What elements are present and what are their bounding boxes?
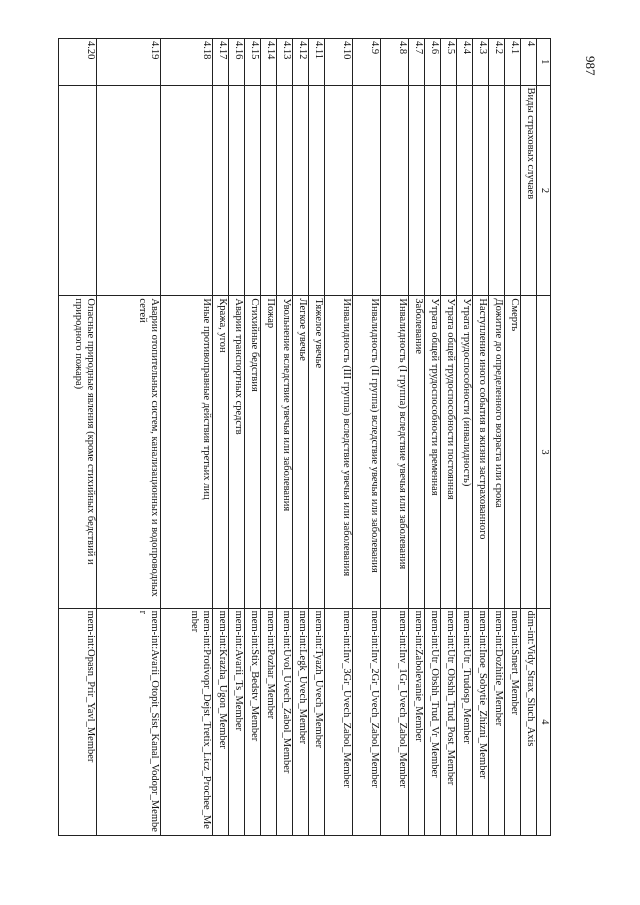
taxonomy-code-cell: dim-int:Vidy_Strax_Sluch_Axis (521, 608, 537, 835)
table-body (59, 39, 537, 836)
table-row (277, 39, 293, 836)
case-type-cell (59, 85, 97, 296)
case-description-cell: Стихийные бедствия (245, 296, 261, 608)
table-row (409, 39, 425, 836)
case-type-cell (161, 85, 213, 296)
case-type-cell (229, 85, 245, 296)
row-number-cell: 4.18 (161, 39, 213, 86)
taxonomy-code-cell: mem-int:Stix_Bedstv_Member (245, 608, 261, 835)
row-number-cell: 4.1 (505, 39, 521, 86)
column-header-1: 1 (537, 39, 551, 86)
rotated-table-frame (73, 38, 551, 836)
taxonomy-code-cell: mem-int:Inv_3Gr_Uvech_Zabol_Member (325, 608, 353, 835)
case-description-cell (521, 296, 537, 608)
case-type-cell (277, 85, 293, 296)
taxonomy-code-cell: mem-int:Dozhitie_Member (489, 608, 505, 835)
case-description-cell: Аварии транспортных средств (229, 296, 245, 608)
case-description-cell: Наступление иного события в жизни застрахованного (473, 296, 489, 608)
column-header-3: 3 (537, 296, 551, 608)
table-row (161, 39, 213, 836)
table-row (229, 39, 245, 836)
taxonomy-code-cell: mem-int:Tyazh_Uvech_Member (309, 608, 325, 835)
table-row (261, 39, 277, 836)
taxonomy-code-cell: mem-int:Avarii_Otopit_Sist_Kanal_Vodopr_Member (97, 608, 161, 835)
case-description-cell: Иные противоправные действия третьих лиц (161, 296, 213, 608)
case-description-cell: Смерть (505, 296, 521, 608)
table-row (293, 39, 309, 836)
taxonomy-code-cell: mem-int:Utr_Obshh_Trud_Vr_Member (425, 608, 441, 835)
row-number-cell: 4 (521, 39, 537, 86)
table-row (353, 39, 381, 836)
row-number-cell: 4.5 (441, 39, 457, 86)
row-number-cell: 4.15 (245, 39, 261, 86)
taxonomy-code-cell: mem-int:Pozhar_Member (261, 608, 277, 835)
case-type-cell: Виды страховых случаев (521, 85, 537, 296)
taxonomy-code-cell: mem-int:Inv_2Gr_Uvech_Zabol_Member (353, 608, 381, 835)
table-row (457, 39, 473, 836)
table-row (213, 39, 229, 836)
case-type-cell (293, 85, 309, 296)
taxonomy-code-cell: mem-int:Krazha_Ugon_Member (213, 608, 229, 835)
case-type-cell (245, 85, 261, 296)
row-number-cell: 4.14 (261, 39, 277, 86)
row-number-cell: 4.6 (425, 39, 441, 86)
row-number-cell: 4.19 (97, 39, 161, 86)
case-description-cell: Утрата общей трудоспособности временная (425, 296, 441, 608)
case-type-cell (325, 85, 353, 296)
case-description-cell: Заболевание (409, 296, 425, 608)
case-description-cell: Легкое увечье (293, 296, 309, 608)
column-header-4: 4 (537, 608, 551, 835)
case-description-cell: Утрата общей трудоспособности постоянная (441, 296, 457, 608)
case-description-cell: Утрата трудоспособности (инвалидность) (457, 296, 473, 608)
table-row (59, 39, 97, 836)
table-row (381, 39, 409, 836)
page-number: 987 (583, 56, 598, 76)
taxonomy-code-cell: mem-int:Smert_Member (505, 608, 521, 835)
table-header-row (537, 39, 551, 836)
case-type-cell (457, 85, 473, 296)
table-row (441, 39, 457, 836)
row-number-cell: 4.3 (473, 39, 489, 86)
row-number-cell: 4.2 (489, 39, 505, 86)
case-type-cell (353, 85, 381, 296)
table-row (473, 39, 489, 836)
case-description-cell: Дожитие до определенного возраста или срока (489, 296, 505, 608)
case-description-cell: Инвалидность (I группа) вследствие увечья или заболевания (381, 296, 409, 608)
taxonomy-code-cell: mem-int:Utr_Obshh_Trud_Post_Member (441, 608, 457, 835)
taxonomy-code-cell: mem-int:Uvol_Uvech_Zabol_Member (277, 608, 293, 835)
case-type-cell (489, 85, 505, 296)
taxonomy-code-cell: mem-int:Opasn_Prir_Yavl_Member (59, 608, 97, 835)
case-description-cell: Опасные природные явления (кроме стихийных бедствий и природного пожара) (59, 296, 97, 608)
table-row (521, 39, 537, 836)
document-table-wrapper (73, 38, 551, 836)
case-type-cell (473, 85, 489, 296)
taxonomy-code-cell: mem-int:Avarii_Ts_Member (229, 608, 245, 835)
table-row (97, 39, 161, 836)
insurance-cases-table (58, 38, 551, 836)
case-description-cell: Аварии отопительных систем, канализационных и водопроводных сетей (97, 296, 161, 608)
taxonomy-code-cell: mem-int:Utr_Trudosp_Member (457, 608, 473, 835)
row-number-cell: 4.16 (229, 39, 245, 86)
row-number-cell: 4.13 (277, 39, 293, 86)
taxonomy-code-cell: mem-int:Inv_1Gr_Uvech_Zabol_Member (381, 608, 409, 835)
case-description-cell: Тяжелое увечье (309, 296, 325, 608)
row-number-cell: 4.7 (409, 39, 425, 86)
row-number-cell: 4.20 (59, 39, 97, 86)
case-description-cell: Инвалидность (II группа) вследствие увечья или заболевания (353, 296, 381, 608)
case-type-cell (381, 85, 409, 296)
taxonomy-code-cell: mem-int:Inoe_Sobytie_Zhizni_Member (473, 608, 489, 835)
taxonomy-code-cell: mem-int:Protivopr_Dejst_Tretix_Licz_Prochee_Member (161, 608, 213, 835)
case-type-cell (505, 85, 521, 296)
taxonomy-code-cell: mem-int:Zabolevanie_Member (409, 608, 425, 835)
table-row (489, 39, 505, 836)
table-row (325, 39, 353, 836)
case-description-cell: Увольнение вследствие увечья или заболевания (277, 296, 293, 608)
case-type-cell (425, 85, 441, 296)
case-type-cell (213, 85, 229, 296)
case-type-cell (97, 85, 161, 296)
case-description-cell: Пожар (261, 296, 277, 608)
case-type-cell (309, 85, 325, 296)
case-type-cell (441, 85, 457, 296)
row-number-cell: 4.8 (381, 39, 409, 86)
case-type-cell (409, 85, 425, 296)
table-row (425, 39, 441, 836)
case-type-cell (261, 85, 277, 296)
table-row (309, 39, 325, 836)
case-description-cell: Инвалидность (III группа) вследствие увечья или заболевания (325, 296, 353, 608)
case-description-cell: Кража, угон (213, 296, 229, 608)
row-number-cell: 4.4 (457, 39, 473, 86)
row-number-cell: 4.9 (353, 39, 381, 86)
row-number-cell: 4.10 (325, 39, 353, 86)
column-header-2: 2 (537, 85, 551, 296)
taxonomy-code-cell: mem-int:Legk_Uvech_Member (293, 608, 309, 835)
row-number-cell: 4.12 (293, 39, 309, 86)
row-number-cell: 4.11 (309, 39, 325, 86)
table-row (505, 39, 521, 836)
row-number-cell: 4.17 (213, 39, 229, 86)
table-row (245, 39, 261, 836)
